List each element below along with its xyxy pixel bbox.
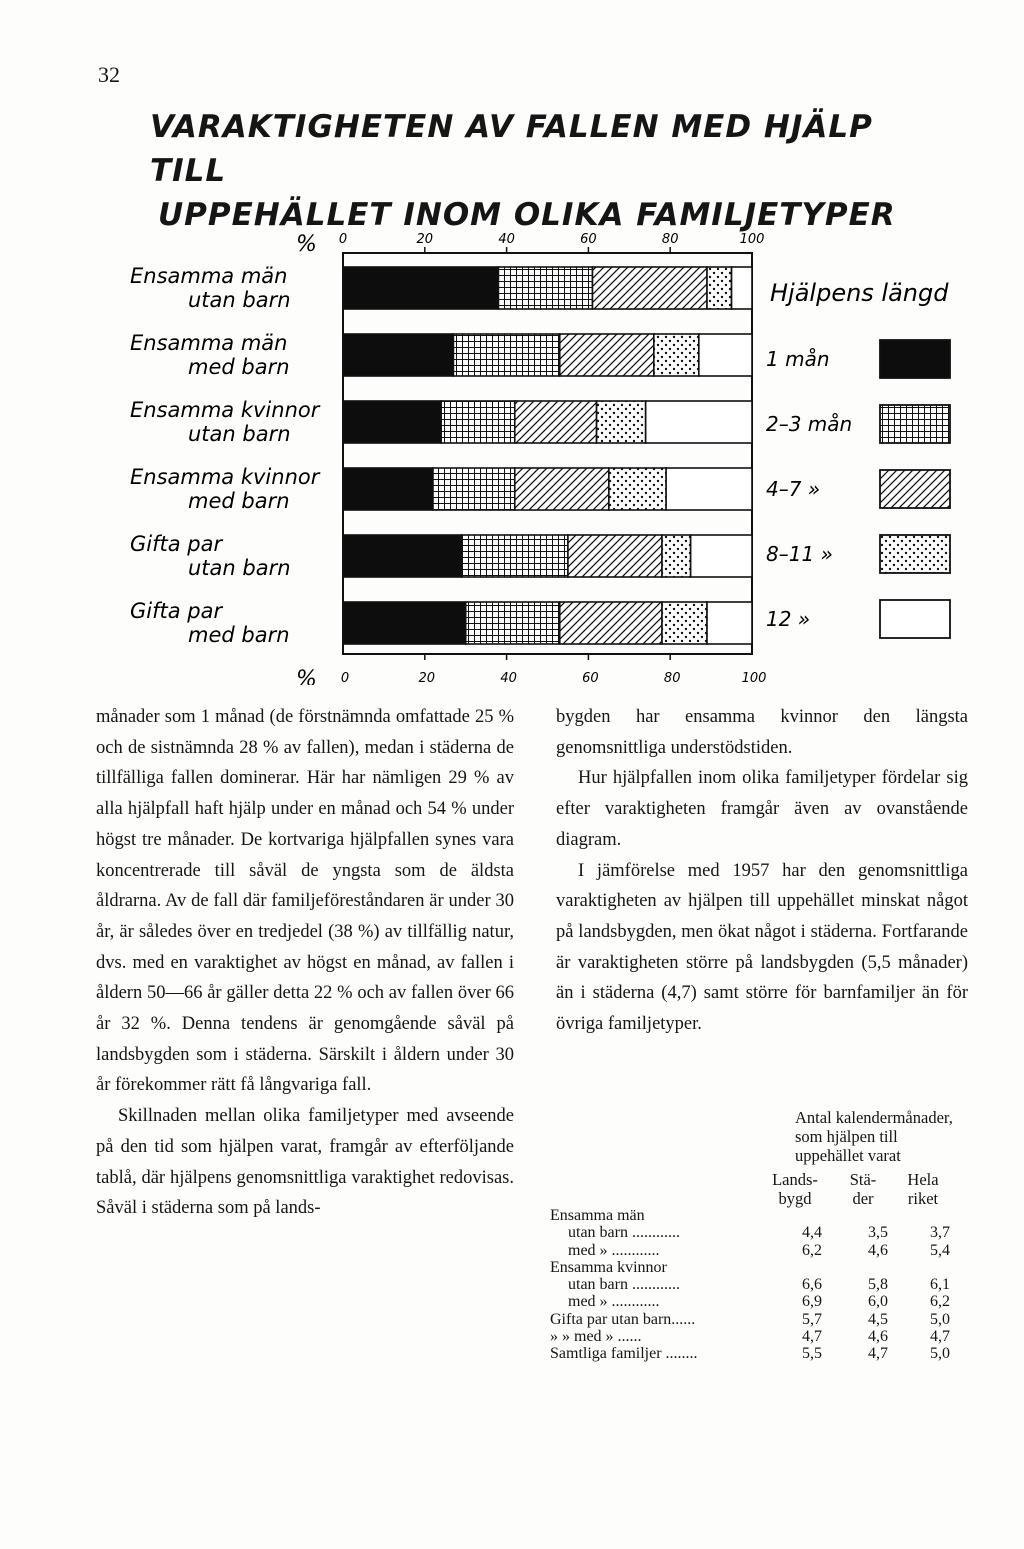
table-row xyxy=(550,1328,968,1345)
left-paragraph-2: Skillnaden mellan olika familjetyper med avseende på den tid som hjälpen varat, framgår av efterföljande tablå, där hjälpens genomsnittliga varaktighet redovisas. Såväl i städerna som på lands- xyxy=(96,1106,514,1219)
table-row-label: » » med » ...... xyxy=(550,1328,642,1346)
top-tick-label: 100 xyxy=(739,232,765,247)
bar-segment xyxy=(699,334,752,376)
table-row xyxy=(550,1276,968,1293)
bar-segment xyxy=(343,334,453,376)
table-cell: 4,7 xyxy=(802,1328,822,1346)
table-cell: 4,4 xyxy=(802,1224,822,1242)
category-label-line-1: Ensamma män xyxy=(130,264,288,288)
legend-label: 12 » xyxy=(766,607,811,631)
table-row xyxy=(550,1293,968,1310)
bar-segment xyxy=(691,535,752,577)
table-row-label: med » ............ xyxy=(568,1293,660,1311)
bar-segment xyxy=(707,602,752,644)
right-paragraph-1: bygden har ensamma kvinnor den längsta genomsnittliga understödstiden. xyxy=(556,707,968,758)
bar-segment xyxy=(597,401,646,443)
table-cell: 3,7 xyxy=(930,1224,950,1242)
category-label-line-1: Gifta par xyxy=(130,599,223,623)
table-cell: 6,1 xyxy=(930,1276,950,1294)
top-tick-label: 40 xyxy=(498,232,515,247)
table-column-header: Stä- der xyxy=(849,1170,877,1208)
table-row xyxy=(550,1259,968,1276)
category-label-line-1: Ensamma kvinnor xyxy=(130,398,320,422)
bar-segment xyxy=(666,468,752,510)
legend-title: Hjälpens längd xyxy=(770,279,949,307)
table-cell: 4,7 xyxy=(868,1345,888,1363)
bar-segment xyxy=(732,267,752,309)
table-cell: 5,0 xyxy=(930,1345,950,1363)
bar-segment xyxy=(592,267,707,309)
bar-segment xyxy=(453,334,559,376)
bar-segment xyxy=(343,602,466,644)
figure-title-line-1: VARAKTIGHETEN AV FALLEN MED HJÄLP TILL xyxy=(150,109,873,189)
table-cell: 6,2 xyxy=(802,1241,822,1259)
legend-label: 2–3 mån xyxy=(766,412,853,436)
bar-segment xyxy=(515,401,597,443)
bottom-tick-label: 0 xyxy=(340,671,350,685)
table-row xyxy=(550,1311,968,1328)
chart-frame xyxy=(343,253,752,654)
table-cell: 5,5 xyxy=(802,1345,822,1363)
bar-segment xyxy=(609,468,666,510)
bar-segment xyxy=(462,535,568,577)
bar-segment xyxy=(343,468,433,510)
table-row xyxy=(550,1345,968,1362)
legend-label: 1 mån xyxy=(766,347,830,371)
top-tick-label: 0 xyxy=(338,232,348,247)
bar-segment xyxy=(343,401,441,443)
legend-label: 4–7 » xyxy=(766,477,821,501)
bar-segment xyxy=(568,535,662,577)
table-cell: 6,6 xyxy=(802,1276,822,1294)
bar-segment xyxy=(560,334,654,376)
bar-segment xyxy=(662,602,707,644)
legend-swatch xyxy=(880,470,950,508)
category-label-line-1: Ensamma kvinnor xyxy=(130,465,320,489)
bar-segment xyxy=(560,602,662,644)
stacked-bar-chart xyxy=(0,215,1024,685)
category-label-line-2: utan barn xyxy=(188,288,291,312)
bar-segment xyxy=(707,267,732,309)
table-cell: 4,6 xyxy=(868,1241,888,1259)
bottom-tick-label: 100 xyxy=(741,671,767,685)
bar-segment xyxy=(646,401,752,443)
table-header xyxy=(772,1108,965,1208)
top-tick-label: 60 xyxy=(580,232,597,247)
bar-segment xyxy=(343,535,462,577)
table-cell: 5,4 xyxy=(930,1241,950,1259)
table-row-label: Gifta par utan barn...... xyxy=(550,1310,696,1328)
bar-segment xyxy=(433,468,515,510)
category-label-line-2: utan barn xyxy=(188,556,291,580)
bottom-tick-label: 40 xyxy=(500,671,517,685)
table-title: Antal kalendermånader, som hjälpen till uppehället varat xyxy=(795,1108,953,1165)
left-paragraph-1: månader som 1 månad (de förstnämnda omfattade 25 % och de sistnämnda 28 % av fallen), medan i städerna de tillfälliga fallen dominerar. Här har nämligen 29 % av alla hjälpfall haft hjälp under en månad och 54 % under högst tre månader. De kortvariga hjälpfallen synes vara koncentrerade till såväl de yngsta som de äldsta åldrarna. Av de fall där familjeföreståndaren är under 30 år, är således över en tredjedel (38 %) av tillfällig natur, dvs. med en varaktighet av högst en månad, av fallen i åldern 50—66 år gäller detta 22 % och av fallen över 66 år 32 %. Denna tendens är genomgående såväl på landsbygden som i städerna. Särskilt i åldern under 30 år förekommer rätt få långvariga fall. xyxy=(96,707,514,1096)
table-cell: 3,5 xyxy=(868,1224,888,1242)
bottom-tick-label: 80 xyxy=(663,671,681,685)
table-cell: 4,7 xyxy=(930,1328,950,1346)
bar-segment xyxy=(441,401,515,443)
table-cell: 6,0 xyxy=(868,1293,888,1311)
bar-segment xyxy=(662,535,691,577)
top-tick-label: 80 xyxy=(661,232,679,247)
table-cell: 6,2 xyxy=(930,1293,950,1311)
table-row-label: Ensamma män xyxy=(550,1207,645,1224)
bar-segment xyxy=(654,334,699,376)
table-column-header: Hela riket xyxy=(907,1170,939,1208)
legend-swatch xyxy=(880,600,950,638)
percent-symbol-top: % xyxy=(296,232,317,257)
table-cell: 4,6 xyxy=(868,1328,888,1346)
legend-label: 8–11 » xyxy=(766,542,833,566)
page-number: 32 xyxy=(98,62,120,87)
legend-swatch xyxy=(880,340,950,378)
bar-segment xyxy=(343,267,498,309)
legend-swatch xyxy=(880,405,950,443)
category-label-line-1: Gifta par xyxy=(130,532,223,556)
category-label-line-2: med barn xyxy=(188,489,290,513)
table-cell: 6,9 xyxy=(802,1293,822,1311)
right-paragraph-3: I jämförelse med 1957 har den genomsnittliga varaktigheten av hjälpen till uppehället minskat något på landsbygden, men ökat något i städerna. Fortfarande är varaktigheten större på landsbygden (5,5 månader) än i städerna (4,7) samt större för barnfamiljer än för övriga familjetyper. xyxy=(556,860,968,1035)
table-row-label: Samtliga familjer ........ xyxy=(550,1345,698,1363)
legend-swatch xyxy=(880,535,950,573)
bar-segment xyxy=(466,602,560,644)
bottom-tick-label: 20 xyxy=(418,671,436,685)
table-cell: 4,5 xyxy=(868,1310,888,1328)
figure-title-line-2: UPPEHÄLLET INOM OLIKA FAMILJETYPER xyxy=(158,197,896,233)
category-label-line-1: Ensamma män xyxy=(130,331,288,355)
table-cell: 5,0 xyxy=(930,1310,950,1328)
right-paragraph-2: Hur hjälpfallen inom olika familjetyper fördelar sig efter varaktigheten framgår även av ovanstående diagram. xyxy=(556,768,968,850)
body-left-column xyxy=(96,702,514,1224)
table-row xyxy=(550,1207,968,1224)
table-row xyxy=(550,1242,968,1259)
percent-symbol-bottom: % xyxy=(296,667,317,685)
bottom-tick-label: 60 xyxy=(582,671,599,685)
table-row-label: Ensamma kvinnor xyxy=(550,1258,667,1276)
table-row-label: med » ............ xyxy=(568,1241,660,1259)
table-row xyxy=(550,1224,968,1241)
category-label-line-2: med barn xyxy=(188,355,290,379)
top-tick-label: 20 xyxy=(416,232,434,247)
table-cell: 5,8 xyxy=(868,1276,888,1294)
table-cell: 5,7 xyxy=(802,1310,822,1328)
body-right-column xyxy=(556,702,968,1040)
category-label-line-2: utan barn xyxy=(188,422,291,446)
table-row-label: utan barn ............ xyxy=(568,1276,680,1294)
table-row-label: utan barn ............ xyxy=(568,1224,680,1242)
bar-segment xyxy=(498,267,592,309)
category-label-line-2: med barn xyxy=(188,623,290,647)
duration-table xyxy=(550,1207,968,1363)
bar-segment xyxy=(515,468,609,510)
table-column-header: Lands- bygd xyxy=(772,1170,818,1208)
